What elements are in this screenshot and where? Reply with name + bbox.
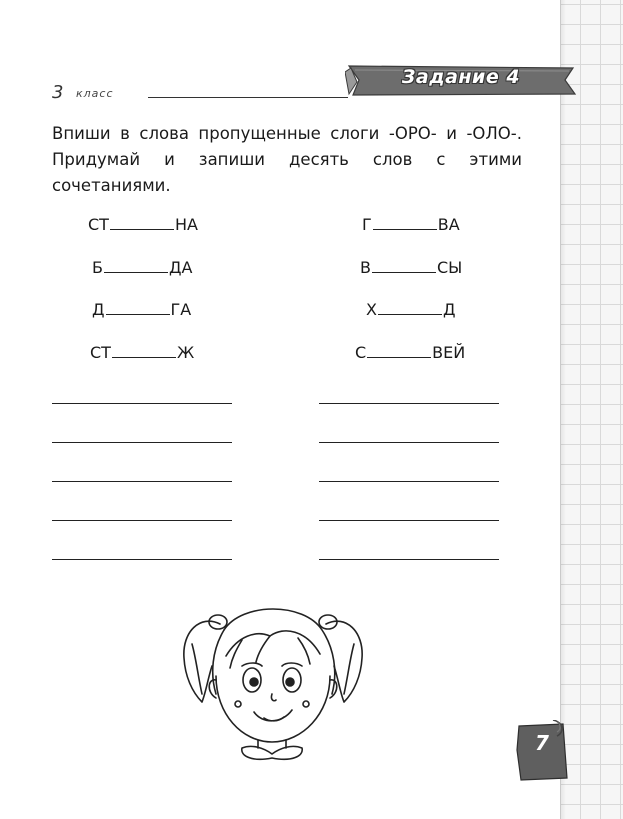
answer-line[interactable] [319,481,499,482]
answer-line[interactable] [52,520,232,521]
blank-gap[interactable] [373,217,437,230]
word-item: Х Д [366,300,456,319]
blank-gap[interactable] [104,260,168,273]
answer-line[interactable] [52,481,232,482]
word-item: Г ВА [362,215,460,234]
page-number: 7 [535,731,549,755]
blank-gap[interactable] [367,345,431,358]
blank-gap[interactable] [372,260,436,273]
blank-gap[interactable] [112,345,176,358]
answer-line[interactable] [319,559,499,560]
answer-line[interactable] [52,559,232,560]
word-item: СТ Ж [90,343,195,362]
grade-number: 3 [52,82,64,103]
word-item: В СЫ [360,258,463,277]
answer-line[interactable] [52,442,232,443]
blank-gap[interactable] [378,302,442,315]
word-item: С ВЕЙ [355,343,466,362]
answer-line[interactable] [319,520,499,521]
grade-label: класс [76,87,114,100]
blank-gap[interactable] [106,302,170,315]
blank-gap[interactable] [110,217,174,230]
task-title: Задание 4 [401,66,521,88]
grade-header [52,82,352,104]
task-banner [345,62,577,98]
answer-line[interactable] [319,403,499,404]
word-item: Д ГА [92,300,192,319]
word-item: СТ НА [88,215,198,234]
girl-face-icon [172,596,372,764]
name-line [148,97,348,98]
word-item: Б ДА [92,258,193,277]
graph-paper-margin [560,0,623,819]
answer-line[interactable] [319,442,499,443]
task-instructions: Впиши в слова пропущенные слоги -ОРО- и -ОЛО-. Придумай и запиши десять слов с этими сочетаниями. [52,124,522,195]
answer-line[interactable] [52,403,232,404]
